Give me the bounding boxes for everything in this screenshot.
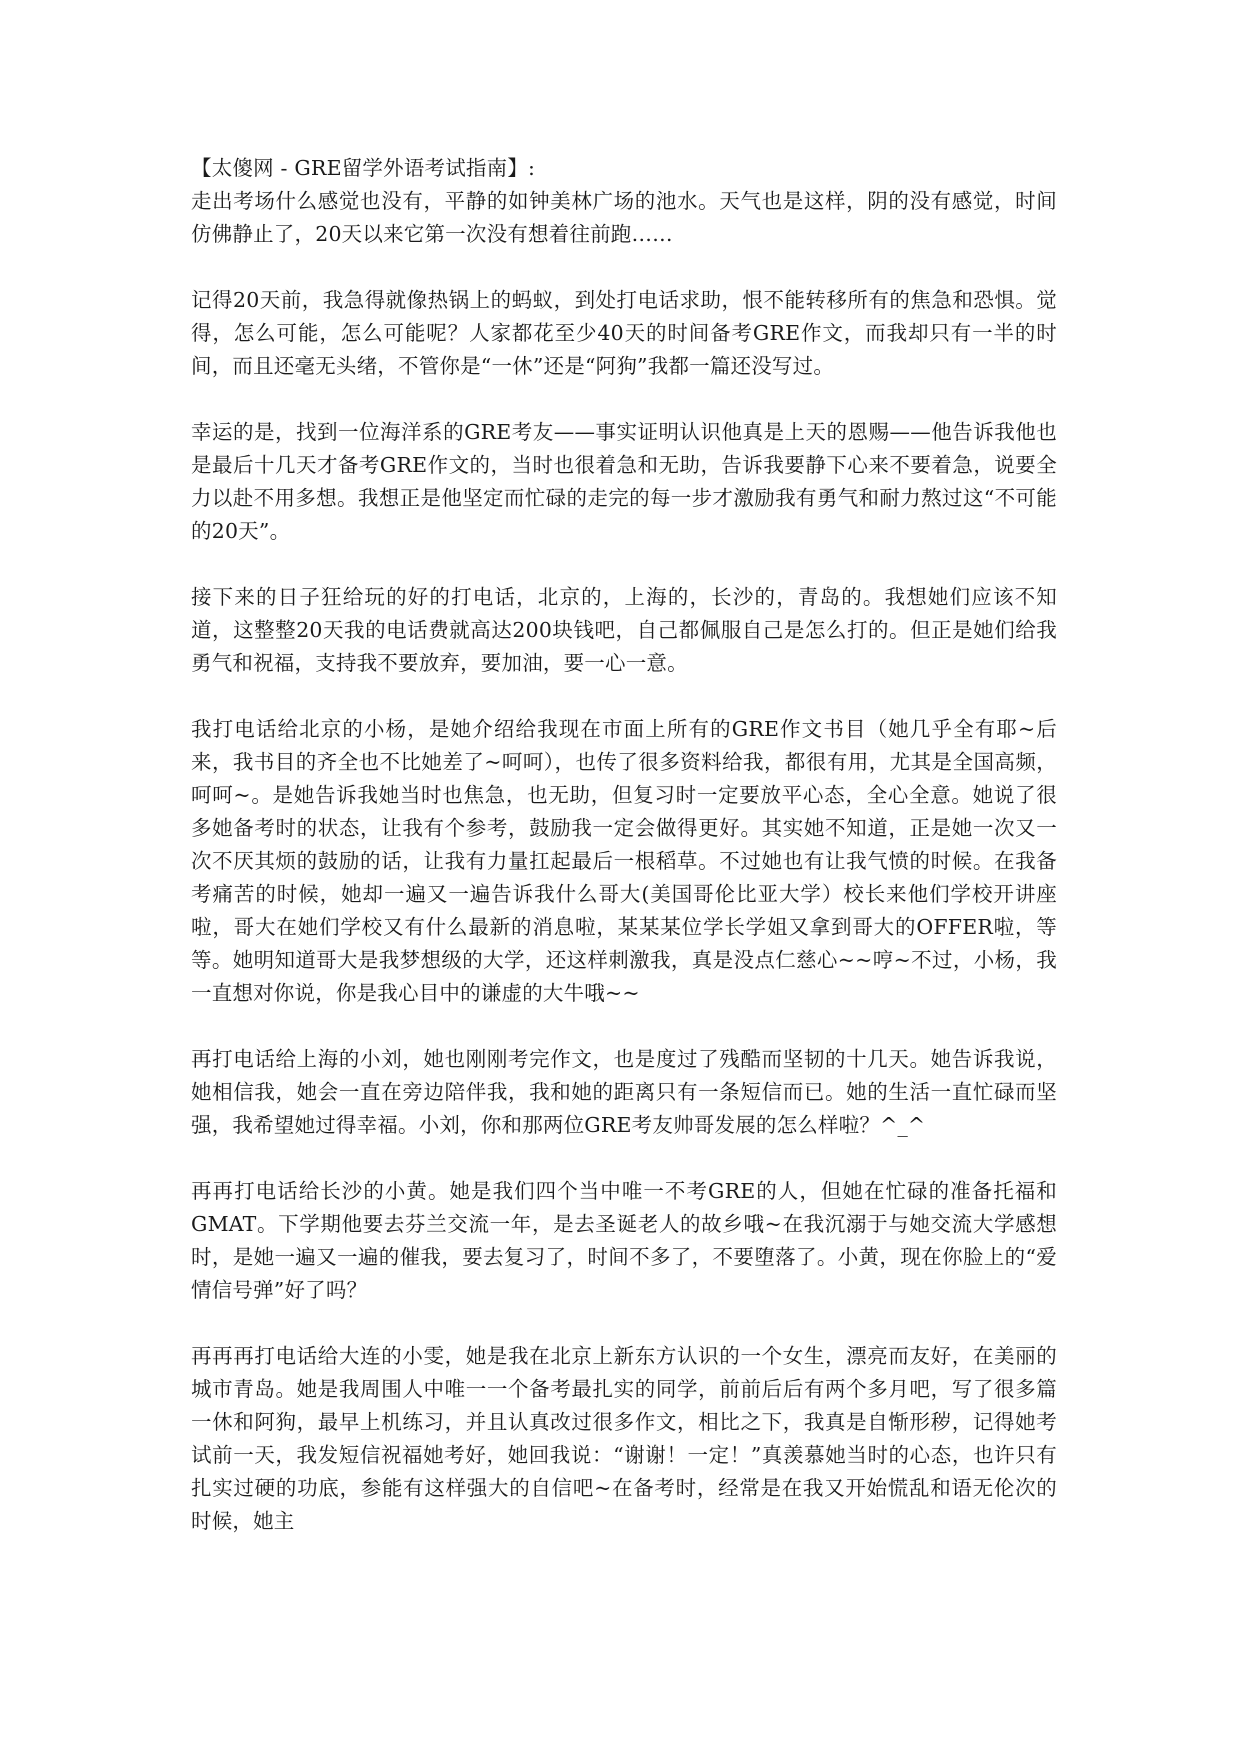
source-header: 【太傻网 - GRE留学外语考试指南】: xyxy=(191,156,536,180)
paragraph-2: 记得20天前，我急得就像热锅上的蚂蚁，到处打电话求助，恨不能转移所有的焦急和恐惧。觉得，怎么可能，怎么可能呢？人家都花至少40天的时间备考GRE作文，而我却只有一半的时间，而且还毫无头绪，不管你是“一休”还是“阿狗”我都一篇还没写过。 xyxy=(191,288,1057,378)
paragraph-6: 再打电话给上海的小刘，她也刚刚考完作文，也是度过了残酷而坚韧的十几天。她告诉我说，她相信我，她会一直在旁边陪伴我，我和她的距离只有一条短信而已。她的生活一直忙碌而坚强，我希望她过得幸福。小刘，你和那两位GRE考友帅哥发展的怎么样啦？^_^ xyxy=(191,1047,1057,1137)
document-page xyxy=(191,152,1057,1571)
paragraph-3: 幸运的是，找到一位海洋系的GRE考友——事实证明认识他真是上天的恩赐——他告诉我他也是最后十几天才备考GRE作文的，当时也很着急和无助，告诉我要静下心来不要着急，说要全力以赴不用多想。我想正是他坚定而忙碌的走完的每一步才激励我有勇气和耐力熬过这“不可能的20天”。 xyxy=(191,420,1057,543)
paragraph-5: 我打电话给北京的小杨，是她介绍给我现在市面上所有的GRE作文书目（她几乎全有耶~后来，我书目的齐全也不比她差了~呵呵），也传了很多资料给我，都很有用，尤其是全国高频，呵呵~。是她告诉我她当时也焦急，也无助，但复习时一定要放平心态，全心全意。她说了很多她备考时的状态，让我有个参考，鼓励我一定会做得更好。其实她不知道，正是她一次又一次不厌其烦的鼓励的话，让我有力量扛起最后一根稻草。不过她也有让我气愤的时候。在我备考痛苦的时候，她却一遍又一遍告诉我什么哥大(美国哥伦比亚大学）校长来他们学校开讲座啦，哥大在她们学校又有什么最新的消息啦，某某某位学长学姐又拿到哥大的OFFER啦，等等。她明知道哥大是我梦想级的大学，还这样刺激我，真是没点仁慈心~~哼~不过，小杨，我一直想对你说，你是我心目中的谦虚的大牛哦~~ xyxy=(191,717,1057,1005)
paragraph-4: 接下来的日子狂给玩的好的打电话，北京的，上海的，长沙的，青岛的。我想她们应该不知道，这整整20天我的电话费就高达200块钱吧，自己都佩服自己是怎么打的。但正是她们给我勇气和祝福，支持我不要放弃，要加油，要一心一意。 xyxy=(191,585,1057,675)
paragraph-1: 走出考场什么感觉也没有，平静的如钟美林广场的池水。天气也是这样，阴的没有感觉，时间仿佛静止了，20天以来它第一次没有想着往前跑…… xyxy=(191,189,1057,246)
paragraph-8: 再再再打电话给大连的小雯，她是我在北京上新东方认识的一个女生，漂亮而友好，在美丽的城市青岛。她是我周围人中唯一一个备考最扎实的同学，前前后后有两个多月吧，写了很多篇一休和阿狗，最早上机练习，并且认真改过很多作文，相比之下，我真是自惭形秽，记得她考试前一天，我发短信祝福她考好，她回我说：“谢谢！一定！”真羡慕她当时的心态，也许只有扎实过硬的功底，参能有这样强大的自信吧~在备考时，经常是在我又开始慌乱和语无伦次的时候，她主 xyxy=(191,1344,1057,1533)
paragraph-7: 再再打电话给长沙的小黄。她是我们四个当中唯一不考GRE的人，但她在忙碌的准备托福和GMAT。下学期他要去芬兰交流一年，是去圣诞老人的故乡哦~在我沉溺于与她交流大学感想时，是她一遍又一遍的催我，要去复习了，时间不多了，不要堕落了。小黄，现在你脸上的“爱情信号弹”好了吗？ xyxy=(191,1179,1057,1302)
